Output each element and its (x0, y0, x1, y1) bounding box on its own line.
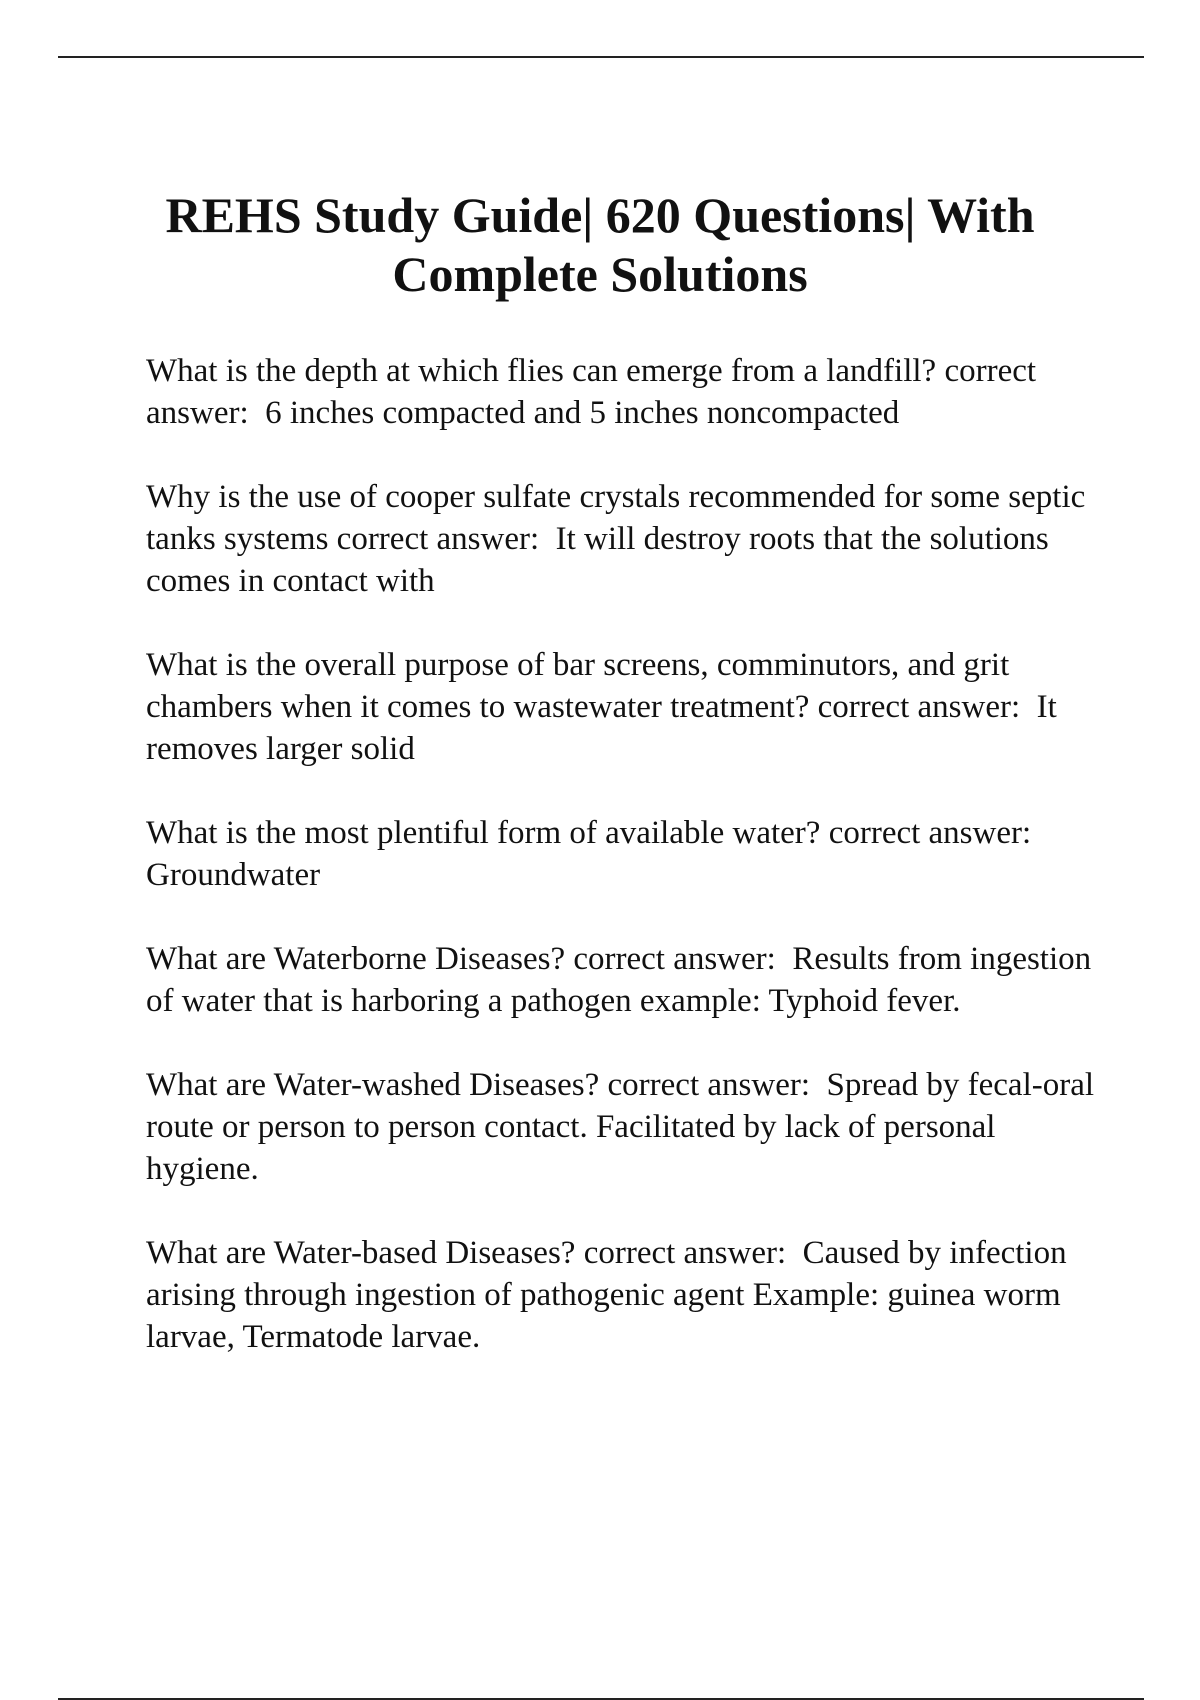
qa-item (146, 812, 1106, 896)
question-text: What are Water-based Diseases? (146, 1235, 576, 1271)
answer-label: correct answer: (817, 689, 1021, 725)
question-text: What are Water-washed Diseases? (146, 1067, 600, 1103)
question-text: What is the overall purpose of bar screens, comminutors, and grit chambers when it comes to wastewater treatment? (146, 647, 1010, 725)
qa-item (146, 1232, 1106, 1358)
answer-text: Spread by fecal-oral route or person to person contact. Facilitated by lack of personal hygiene. (146, 1067, 1095, 1187)
qa-item (146, 938, 1106, 1022)
document-title: REHS Study Guide| 620 Questions| With Complete Solutions (165, 187, 1035, 302)
qa-item (146, 1064, 1106, 1190)
qa-item (146, 476, 1106, 602)
top-divider (58, 56, 1144, 58)
question-text: Why is the use of cooper sulfate crystals recommended for some septic tanks systems (146, 479, 1086, 557)
answer-label: correct answer: (828, 815, 1032, 851)
question-text: What is the most plentiful form of available water? (146, 815, 821, 851)
answer-label: correct answer: (573, 941, 776, 977)
answer-text: 6 inches compacted and 5 inches noncompacted (265, 395, 900, 431)
answer-label: correct answer: (336, 521, 540, 557)
answer-text: Caused by infection arising through ingestion of pathogenic agent Example: guinea worm larvae, Termatode larvae. (146, 1235, 1067, 1355)
answer-label: correct answer: (583, 1235, 787, 1271)
answer-text: It will destroy roots that the solutions comes in contact with (146, 521, 1049, 599)
answer-label: correct answer: (607, 1067, 810, 1103)
answer-text: It removes larger solid (146, 689, 1057, 767)
qa-item (146, 350, 1106, 434)
answer-text: Groundwater (146, 857, 321, 893)
question-list (146, 350, 1106, 1400)
answer-text: Results from ingestion of water that is harboring a pathogen example: Typhoid fever. (146, 941, 1092, 1019)
question-text: What is the depth at which flies can emerge from a landfill? (146, 353, 937, 389)
qa-item (146, 644, 1106, 770)
answer-label: correct answer: (146, 353, 1037, 431)
question-text: What are Waterborne Diseases? (146, 941, 566, 977)
